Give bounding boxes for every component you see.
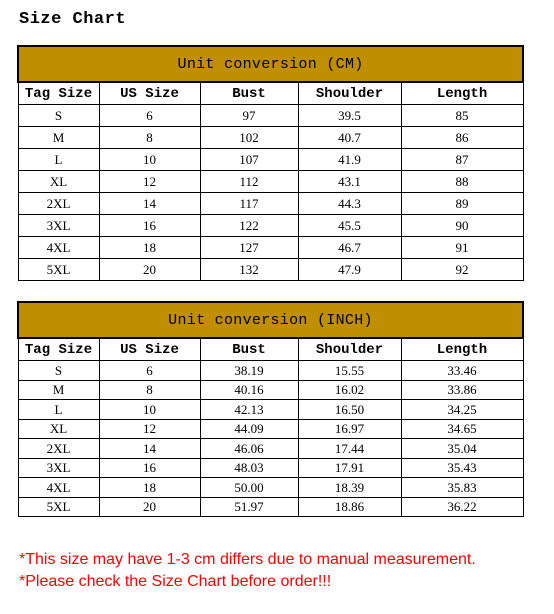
table-cell: 4XL bbox=[18, 237, 99, 259]
table-cell: 92 bbox=[401, 259, 523, 281]
table-cell: 132 bbox=[200, 259, 298, 281]
column-header: US Size bbox=[99, 82, 200, 105]
table-cell: 18.39 bbox=[298, 478, 401, 498]
table-cell: 36.22 bbox=[401, 497, 523, 517]
table-cell: 112 bbox=[200, 171, 298, 193]
table-heading: Unit conversion (CM) bbox=[18, 46, 523, 82]
table-cell: 40.7 bbox=[298, 127, 401, 149]
table-cell: M bbox=[18, 127, 99, 149]
table-row bbox=[18, 400, 523, 420]
table-cell: 46.06 bbox=[200, 439, 298, 459]
table-cell: L bbox=[18, 400, 99, 420]
table-cell: 35.43 bbox=[401, 458, 523, 478]
table-cell: 41.9 bbox=[298, 149, 401, 171]
table-cell: 51.97 bbox=[200, 497, 298, 517]
table-cell: 12 bbox=[99, 419, 200, 439]
table-cell: 102 bbox=[200, 127, 298, 149]
table-row bbox=[18, 419, 523, 439]
table-cell: 117 bbox=[200, 193, 298, 215]
table-row bbox=[18, 497, 523, 517]
table-cell: 90 bbox=[401, 215, 523, 237]
table-cell: 5XL bbox=[18, 259, 99, 281]
table-cell: 6 bbox=[99, 105, 200, 127]
table-cell: 46.7 bbox=[298, 237, 401, 259]
table-cell: 16 bbox=[99, 458, 200, 478]
table-row bbox=[18, 149, 523, 171]
table-cell: 20 bbox=[99, 259, 200, 281]
size-table-inch bbox=[17, 301, 524, 517]
table-cell: 33.46 bbox=[401, 361, 523, 381]
table-cell: 40.16 bbox=[200, 380, 298, 400]
column-header: Length bbox=[401, 82, 523, 105]
table-cell: 85 bbox=[401, 105, 523, 127]
table-cell: 3XL bbox=[18, 458, 99, 478]
column-header: US Size bbox=[99, 338, 200, 361]
table-cell: 14 bbox=[99, 439, 200, 459]
table-cell: 12 bbox=[99, 171, 200, 193]
table-cell: 34.65 bbox=[401, 419, 523, 439]
column-header: Bust bbox=[200, 338, 298, 361]
table-cell: 87 bbox=[401, 149, 523, 171]
table-cell: 91 bbox=[401, 237, 523, 259]
table-cell: L bbox=[18, 149, 99, 171]
table-cell: 8 bbox=[99, 127, 200, 149]
page-title: Size Chart bbox=[19, 10, 127, 29]
table-cell: 39.5 bbox=[298, 105, 401, 127]
table-cell: 18 bbox=[99, 237, 200, 259]
table-cell: 86 bbox=[401, 127, 523, 149]
table-cell: 45.5 bbox=[298, 215, 401, 237]
table-cell: 44.3 bbox=[298, 193, 401, 215]
table-cell: 18.86 bbox=[298, 497, 401, 517]
table-cell: 44.09 bbox=[200, 419, 298, 439]
table-cell: 15.55 bbox=[298, 361, 401, 381]
table-row bbox=[18, 171, 523, 193]
table-row bbox=[18, 259, 523, 281]
table-cell: 33.86 bbox=[401, 380, 523, 400]
table-row bbox=[18, 439, 523, 459]
table-cell: 47.9 bbox=[298, 259, 401, 281]
table-cell: 34.25 bbox=[401, 400, 523, 420]
table-cell: 16.50 bbox=[298, 400, 401, 420]
table-cell: 122 bbox=[200, 215, 298, 237]
table-cell: 2XL bbox=[18, 193, 99, 215]
table-row bbox=[18, 193, 523, 215]
table-row bbox=[18, 380, 523, 400]
column-header: Shoulder bbox=[298, 338, 401, 361]
table-row bbox=[18, 215, 523, 237]
table-cell: 50.00 bbox=[200, 478, 298, 498]
table-row bbox=[18, 478, 523, 498]
table-cell: XL bbox=[18, 419, 99, 439]
table-cell: 48.03 bbox=[200, 458, 298, 478]
table-cell: 38.19 bbox=[200, 361, 298, 381]
table-cell: 17.44 bbox=[298, 439, 401, 459]
table-heading: Unit conversion (INCH) bbox=[18, 302, 523, 338]
column-header: Tag Size bbox=[18, 82, 99, 105]
table-row bbox=[18, 237, 523, 259]
table-cell: S bbox=[18, 361, 99, 381]
table-cell: 35.04 bbox=[401, 439, 523, 459]
check-chart-note: *Please check the Size Chart before order!!! bbox=[19, 573, 332, 590]
column-header: Length bbox=[401, 338, 523, 361]
size-table-cm bbox=[17, 45, 524, 281]
measurement-note: *This size may have 1-3 cm differs due to manual measurement. bbox=[19, 551, 476, 568]
table-cell: 127 bbox=[200, 237, 298, 259]
table-cell: 89 bbox=[401, 193, 523, 215]
column-header: Tag Size bbox=[18, 338, 99, 361]
table-cell: 42.13 bbox=[200, 400, 298, 420]
table-cell: 107 bbox=[200, 149, 298, 171]
table-cell: 20 bbox=[99, 497, 200, 517]
table-cell: XL bbox=[18, 171, 99, 193]
table-cell: 16.97 bbox=[298, 419, 401, 439]
table-cell: 43.1 bbox=[298, 171, 401, 193]
table-cell: 5XL bbox=[18, 497, 99, 517]
table-cell: S bbox=[18, 105, 99, 127]
table-cell: 18 bbox=[99, 478, 200, 498]
table-cell: 16 bbox=[99, 215, 200, 237]
column-header: Shoulder bbox=[298, 82, 401, 105]
column-header: Bust bbox=[200, 82, 298, 105]
table-cell: 4XL bbox=[18, 478, 99, 498]
table-cell: 2XL bbox=[18, 439, 99, 459]
table-cell: 10 bbox=[99, 149, 200, 171]
table-cell: 16.02 bbox=[298, 380, 401, 400]
table-cell: 97 bbox=[200, 105, 298, 127]
table-cell: 3XL bbox=[18, 215, 99, 237]
table-cell: 6 bbox=[99, 361, 200, 381]
table-cell: 35.83 bbox=[401, 478, 523, 498]
table-cell: M bbox=[18, 380, 99, 400]
table-row bbox=[18, 361, 523, 381]
table-cell: 88 bbox=[401, 171, 523, 193]
table-cell: 8 bbox=[99, 380, 200, 400]
table-row bbox=[18, 127, 523, 149]
table-cell: 10 bbox=[99, 400, 200, 420]
table-cell: 17.91 bbox=[298, 458, 401, 478]
table-cell: 14 bbox=[99, 193, 200, 215]
table-row bbox=[18, 458, 523, 478]
table-row bbox=[18, 105, 523, 127]
